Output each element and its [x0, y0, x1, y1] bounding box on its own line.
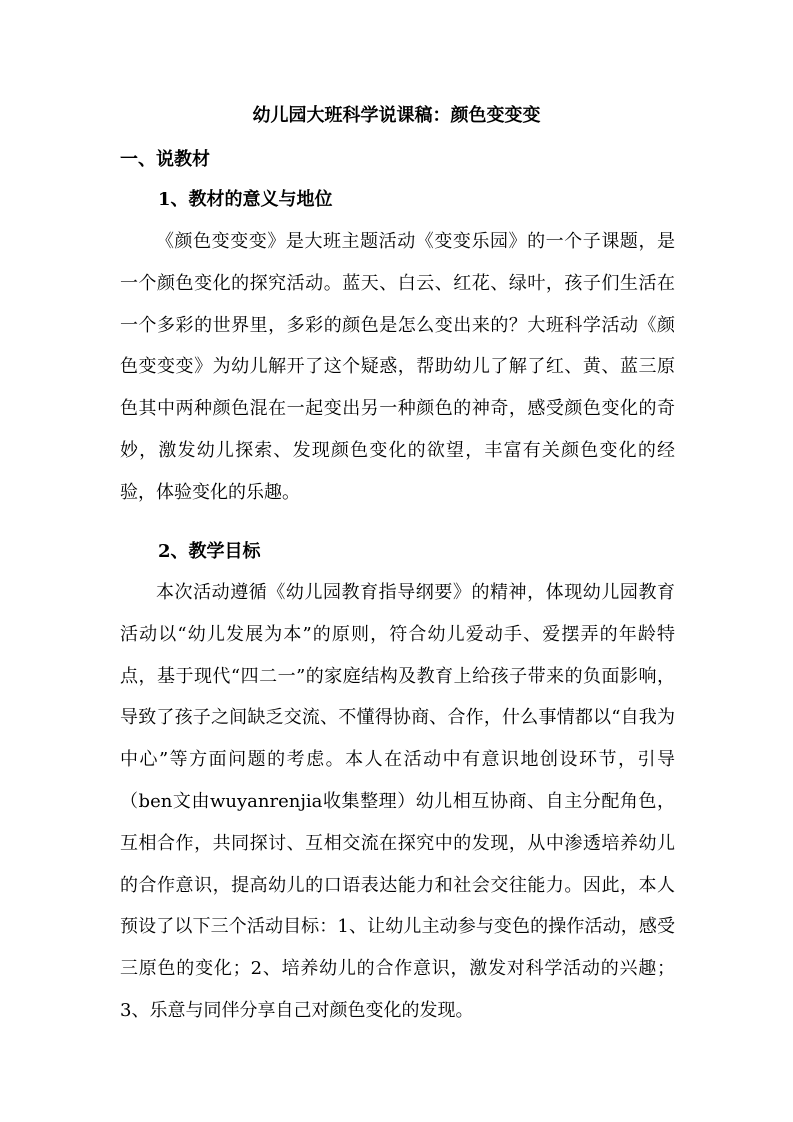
paragraph-objectives: 本次活动遵循《幼儿园教育指导纲要》的精神，体现幼儿园教育活动以“幼儿发展为本”的原则，符合幼儿爱动手、爱摆弄的年龄特点，基于现代“四二一”的家庭结构及教育上给孩子带来的负面影响，导致了孩子之间缺乏交流、不懂得协商、合作，什么事情都以“自我为中心”等方面问题的考虑。本人在活动中有意识地创设环节，引导（ben文由wuyanrenjia收集整理）幼儿相互协商、自主分配角色，互相合作，共同探讨、互相交流在探究中的发现，从中渗透培养幼儿的合作意识，提高幼儿的口语表达能力和社会交往能力。因此，本人预设了以下三个活动目标：1、让幼儿主动参与变色的操作活动，感受三原色的变化；2、培养幼儿的合作意识，激发对科学活动的兴趣；3、乐意与同伴分享自己对颜色变化的发现。: [120, 582, 675, 1021]
subsection-heading-objectives: 2、教学目标: [158, 541, 261, 562]
paragraph-significance: 《颜色变变变》是大班主题活动《变变乐园》的一个子课题，是一个颜色变化的探究活动。蓝天、白云、红花、绿叶，孩子们生活在一个多彩的世界里，多彩的颜色是怎么变出来的？大班科学活动《颜色变变变》为幼儿解开了这个疑惑，帮助幼儿了解了红、黄、蓝三原色其中两种颜色混在一起变出另一种颜色的神奇，感受颜色变化的奇妙，激发幼儿探索、发现颜色变化的欲望，丰富有关颜色变化的经验，体验变化的乐趣。: [120, 231, 675, 503]
subsection-heading-significance: 1、教材的意义与地位: [158, 189, 333, 210]
section-heading-textbook: 一、说教材: [120, 149, 210, 170]
document-title: 幼儿园大班科学说课稿：颜色变变变: [252, 105, 541, 126]
